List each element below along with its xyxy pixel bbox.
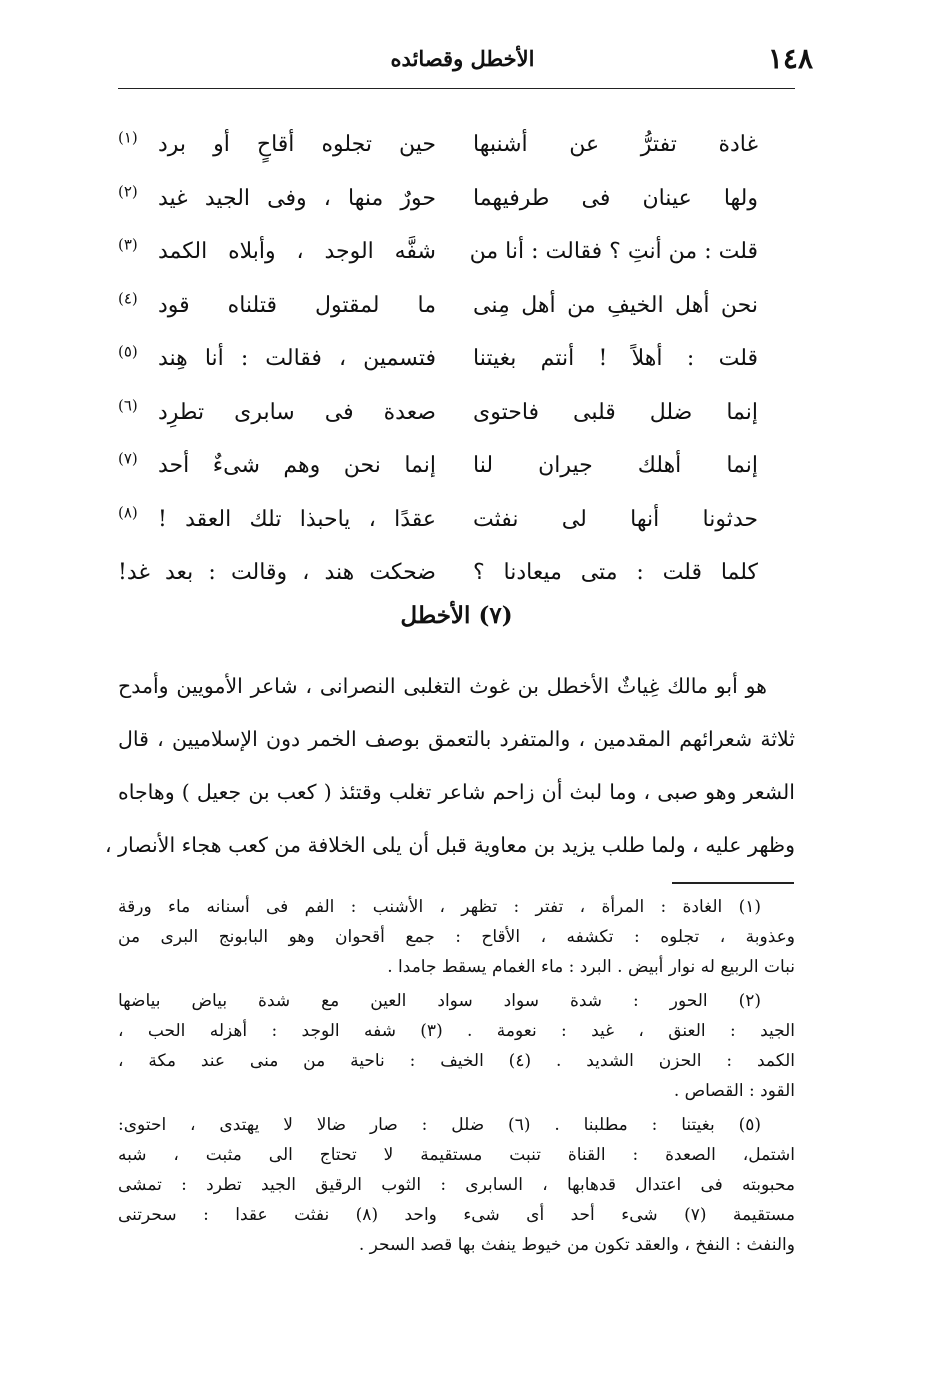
footnote-line: محبوبته فى اعتدال قدهابها ، السابرى : الثوب الرقيق الجيد تطرد : تمشى [118, 1175, 795, 1195]
footnote-line: والنفث : النفخ ، والعقد تكون من خيوط ينفث بها قصد السحر . [358, 1235, 795, 1255]
footnote-line: الجيد : العنق ، غيد : نعومة . (٣) شفه الوجد : أهزله الحب ، [118, 1021, 795, 1041]
footnote-line: (٥) بغيتنا : مطلبنا . (٦) ضلل : صار ضالا لا يهتدى ، احتوى: [118, 1115, 761, 1135]
prose-line: هو أبو مالك غِياثٌ الأخطل بن غوث التغلبى النصرانى ، شاعر الأمويين وأمدح [118, 674, 767, 698]
running-header [112, 42, 813, 78]
running-title: الأخطل وقصائده [390, 46, 535, 71]
first-hemistich: ولها عينان فى طرفيهما [473, 185, 758, 211]
footnote-block [118, 892, 795, 982]
second-hemistich: عقدًا ، ياحبذا تلك العقد ! [158, 506, 436, 532]
poem-verse [118, 493, 758, 547]
poem-verse [118, 439, 758, 493]
footnote-rule [672, 882, 794, 884]
second-hemistich: صعدة فى سابرى تطرِد [158, 399, 436, 425]
first-hemistich: قلت : أهلاً ! أنتم بغيتنا [473, 346, 758, 371]
prose-line: وظهر عليه ، ولما طلب يزيد بن معاوية قبل أن يلى الخلافة من كعب هجاء الأنصار ، [105, 833, 795, 857]
header-rule [118, 88, 795, 89]
poem-verse [118, 546, 758, 600]
first-hemistich: حدثونا أنها لى نفثت [473, 506, 758, 532]
prose-line: الشعر وهو صبى ، وما لبث أن زاحم شاعر تغلب وقتئذ ( كعب بن جعيل ) وهاجاه [118, 780, 795, 804]
poem-verse [118, 386, 758, 440]
footnote-marker: (١) [118, 128, 138, 147]
poem-verse [118, 279, 758, 333]
footnote-marker: (٢) [118, 182, 138, 201]
second-hemistich: ما لمقتول قتلناه قود [158, 292, 436, 318]
page-number: ١٤٨ [767, 42, 813, 75]
first-hemistich: غادة تفترُّ عن أشنبها [473, 132, 758, 157]
second-hemistich: شفَّه الوجد ، وأبلاه الكمد [158, 239, 436, 264]
footnote-line: الكمد : الحزن الشديد . (٤) الخيف : ناحية من منى عند مكة ، [118, 1051, 796, 1071]
first-hemistich: قلت : من أنتِ ؟ فقالت : أنا من [469, 239, 758, 264]
second-hemistich: حين تجلوه أقاحٍ أو برد [158, 132, 436, 157]
first-hemistich: نحن أهل الخيفِ من أهل مِنى [473, 292, 758, 318]
footnote-block [118, 986, 795, 1106]
footnote-line: نبات الربيع له نوار أبيض . البرد : ماء الغمام يسقط جامدا . [387, 957, 795, 977]
footnote-line: (١) الغادة : المرأة ، تفتر : تظهر ، الأشنب : الفم فى أسنانه ماء ورقة [118, 897, 761, 917]
footnote-marker: (٣) [118, 235, 138, 254]
second-hemistich: فتسمين ، فقالت : أنا هِند [158, 346, 436, 371]
poem-verse [118, 118, 758, 172]
poem [118, 118, 758, 600]
first-hemistich: إنما أهلك جيران لنا [473, 453, 758, 478]
poem-verse [118, 172, 758, 226]
footnote-line: اشتمل، الصعدة : القناة تنبت مستقيمة لا تحتاج الى مثبت ، شبه [118, 1145, 795, 1165]
poem-verse [118, 332, 758, 386]
footnote-line: وعذوبة ، تجلوه : تكشفه ، الأقاح : جمع أقحوان وهو البابونج البرى من [118, 927, 795, 947]
footnote-marker: (٨) [118, 503, 138, 522]
footnote-line: القود : القصاص . [673, 1081, 795, 1101]
footnote-marker: (٦) [118, 396, 138, 415]
footnote-marker: (٧) [118, 449, 138, 468]
first-hemistich: إنما ضلل قلبى فاحتوى [473, 399, 758, 425]
footnotes [118, 892, 795, 1260]
first-hemistich: كلما قلت : متى ميعادنا ؟ [473, 560, 758, 585]
footnote-marker: (٥) [118, 342, 138, 361]
footnote-marker: (٤) [118, 289, 138, 308]
section-heading: (٧) الأخطل [400, 602, 513, 629]
footnote-line: (٢) الحور : شدة سواد سواد العين مع شدة بياض بياضها [118, 991, 761, 1011]
second-hemistich: ضحكت هند ، وقالت : بعد غد! [118, 560, 436, 585]
poem-verse [118, 225, 758, 279]
footnote-line: مستقيمة (٧) شىء أحد أى شىء واحد (٨) نفثت عقدا : سحرتنى [118, 1205, 795, 1225]
second-hemistich: حورٌ منها ، وفى الجيد غيد [158, 185, 436, 211]
footnote-block [118, 1110, 795, 1260]
second-hemistich: إنما نحن وهم شىءٌ أحد [158, 453, 436, 478]
biography-paragraph [105, 660, 795, 872]
prose-line: ثلاثة شعرائهم المقدمين ، والمتفرد بالتعمق بوصف الخمر دون الإسلاميين ، قال [118, 727, 795, 751]
